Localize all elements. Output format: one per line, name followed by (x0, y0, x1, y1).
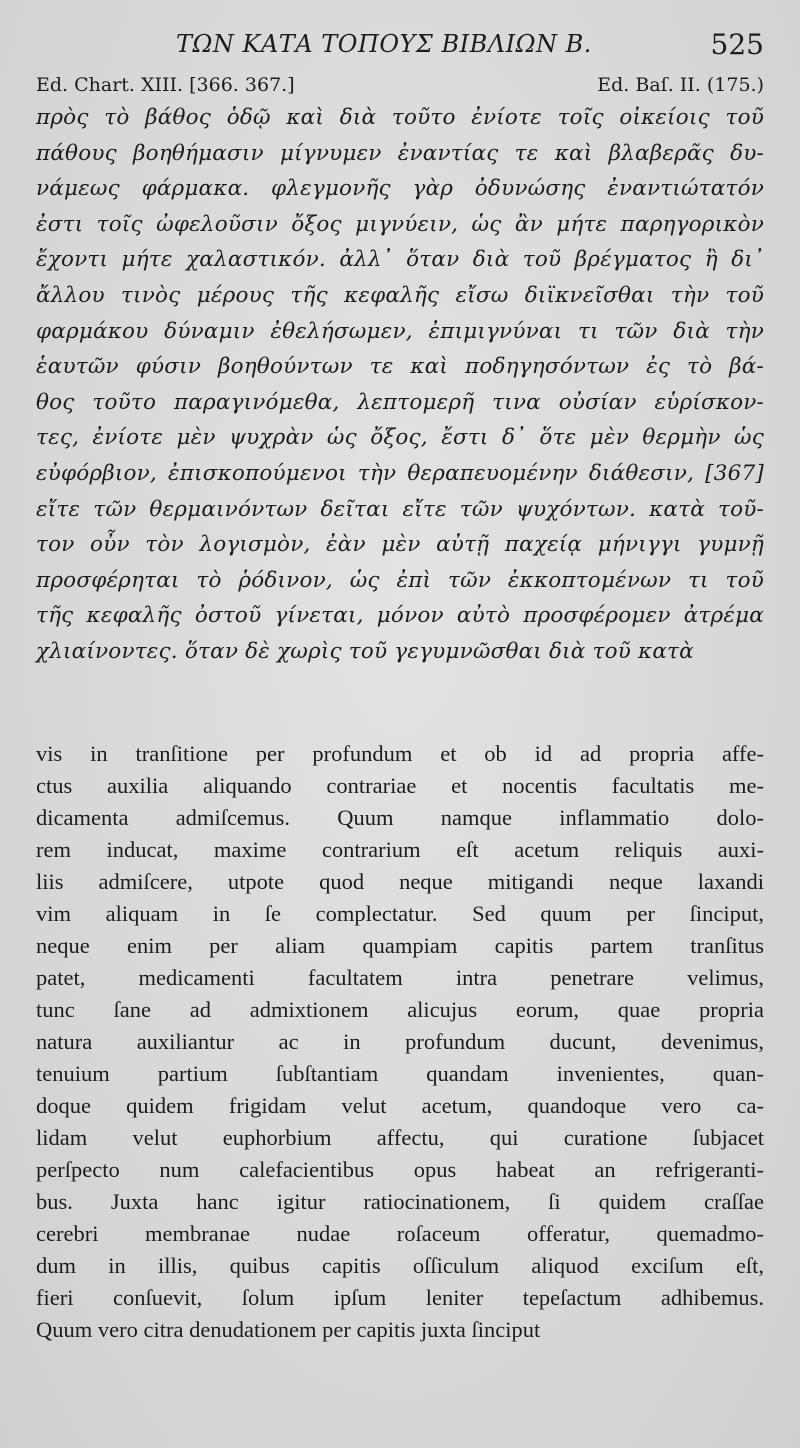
page-number: 525 (710, 28, 764, 61)
edition-reference-chart: Ed. Chart. XIII. [366. 367.] (36, 74, 295, 96)
page-header (36, 26, 764, 66)
latin-text-line: tenuium partium ſubſtantiam quandam invenientes, quan- (36, 1061, 764, 1086)
latin-text-line: vis in tranſitione per profundum et ob id ad propria affe- (36, 741, 764, 766)
edition-reference-basel: Ed. Baſ. II. (175.) (597, 74, 764, 96)
latin-text-line: ctus auxilia aliquando contrariae et nocentis facultatis me- (36, 773, 764, 798)
latin-text-line: perſpecto num calefacientibus opus habeat an refrigeranti- (36, 1157, 764, 1182)
greek-text-line: τον οὖν τὸν λογισμὸν, ἐὰν μὲν αὐτῇ παχείᾳ μήνιγγι γυμνῇ (36, 532, 764, 558)
greek-text-line: εἴτε τῶν θερμαινόντων δεῖται εἴτε τῶν ψυχόντων. κατὰ τοῦ- (36, 496, 764, 522)
latin-text-line: doque quidem frigidam velut acetum, quandoque vero ca- (36, 1093, 764, 1118)
latin-text-line: natura auxiliantur ac in profundum ducunt, devenimus, (36, 1029, 764, 1054)
greek-text-line: ἑαυτῶν φύσιν βοηθούντων τε καὶ ποδηγησόντων ἐς τὸ βά- (36, 354, 764, 380)
latin-text-line: dum in illis, quibus capitis oſſiculum aliquod exciſum eſt, (36, 1253, 764, 1278)
greek-text-line: τῆς κεφαλῆς ὀστοῦ γίνεται, μόνον αὐτὸ προσφέρομεν ἀτρέμα (36, 603, 764, 629)
latin-text-line: cerebri membranae nudae roſaceum offeratur, quemadmo- (36, 1221, 764, 1246)
latin-text-line: tunc ſane ad admixtionem alicujus eorum, quae propria (36, 997, 764, 1022)
latin-text-line: lidam velut euphorbium affectu, qui curatione ſubjacet (36, 1125, 764, 1150)
latin-text-line: liis admiſcere, utpote quod neque mitigandi neque laxandi (36, 869, 764, 894)
latin-text-line: neque enim per aliam quampiam capitis partem tranſitus (36, 933, 764, 958)
latin-text-line: Quum vero citra denudationem per capitis juxta ſinciput (36, 1317, 541, 1342)
latin-text-line: rem inducat, maxime contrarium eſt acetum reliquis auxi- (36, 837, 764, 862)
greek-text-line: φαρμάκου δύναμιν ἐθελήσωμεν, ἐπιμιγνύναι τι τῶν διὰ τὴν (36, 318, 764, 344)
latin-text-line: patet, medicamenti facultatem intra penetrare velimus, (36, 965, 764, 990)
latin-text-line: vim aliquam in ſe complectatur. Sed quum per ſinciput, (36, 901, 764, 926)
greek-text-line: εὐφόρβιον, ἐπισκοπούμενοι τὴν θεραπευομένην διάθεσιν, [367] (36, 460, 764, 486)
greek-text-line: ἄλλου τινὸς μέρους τῆς κεφαλῆς εἴσω διϊκνεῖσθαι τὴν τοῦ (36, 282, 764, 308)
latin-text-line: dicamenta admiſcemus. Quum namque inflammatio dolo- (36, 805, 764, 830)
greek-text-line: προσφέρηται τὸ ῥόδινον, ὡς ἐπὶ τῶν ἐκκοπτομένων τι τοῦ (36, 567, 764, 593)
greek-text-line: πρὸς τὸ βάθος ὁδῷ καὶ διὰ τοῦτο ἐνίοτε τοῖς οἰκείοις τοῦ (36, 105, 764, 130)
greek-text-block (36, 100, 764, 670)
edition-references (36, 74, 764, 100)
running-title: ΤΩΝ ΚΑΤΑ ΤΟΠΟΥΣ ΒΙΒΛΙΩΝ Β. (176, 30, 592, 58)
latin-text-block (36, 738, 764, 1346)
latin-text-line: fieri conſuevit, ſolum ipſum leniter tepeſactum adhibemus. (36, 1285, 764, 1310)
greek-text-line: θος τοῦτο παραγινόμεθα, λεπτομερῆ τινα οὐσίαν εὑρίσκον- (36, 389, 764, 415)
latin-text-line: bus. Juxta hanc igitur ratiocinationem, ſi quidem craſſae (36, 1189, 764, 1214)
greek-text-line: ἐστι τοῖς ὠφελοῦσιν ὄξος μιγνύειν, ὡς ἂν μήτε παρηγορικὸν (36, 211, 764, 237)
greek-text-line: ἔχοντι μήτε χαλαστικόν. ἀλλ᾽ ὅταν διὰ τοῦ βρέγματος ἢ δι᾽ (36, 247, 764, 273)
greek-text-line: πάθους βοηθήμασιν μίγνυμεν ἐναντίας τε καὶ βλαβερᾶς δυ- (36, 140, 764, 166)
greek-text-line: χλιαίνοντες. ὅταν δὲ χωρὶς τοῦ γεγυμνῶσθαι διὰ τοῦ κατὰ (36, 638, 694, 664)
greek-text-line: τες, ἐνίοτε μὲν ψυχρὰν ὡς ὄξος, ἔστι δ᾽ ὅτε μὲν θερμὴν ὡς (36, 425, 764, 451)
greek-text-line: νάμεως φάρμακα. φλεγμονῆς γὰρ ὀδυνώσης ἐναντιώτατόν (36, 176, 764, 202)
